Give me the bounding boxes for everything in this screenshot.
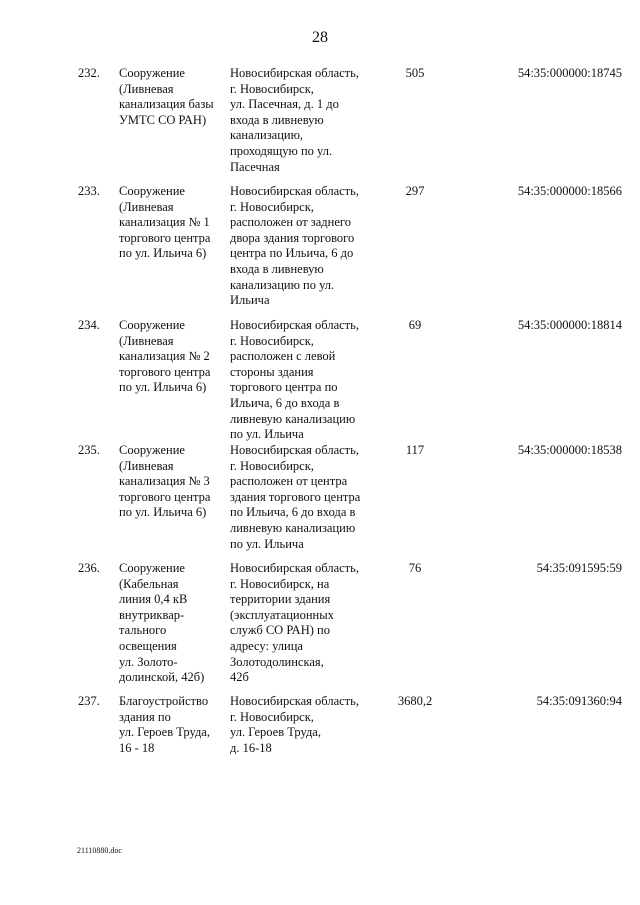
object-name: Сооружение (Кабельная линия 0,4 кВ внутриквар- тального освещения ул. Золото- долинской, 42б) — [119, 561, 205, 685]
object-area: 3680,2 — [397, 694, 433, 708]
object-address: Новосибирская область, г. Новосибирск, на территории здания (эксплуатационных служб СО РАН) по адресу: улица Золотодолинская, 42б — [230, 561, 359, 685]
row-number: 235. — [78, 443, 100, 457]
object-name: Благоустройство здания по ул. Героев Труда, 16 - 18 — [119, 694, 210, 755]
object-area: 76 — [408, 561, 422, 575]
object-name: Сооружение (Ливневая канализация № 3 торгового центра по ул. Ильича 6) — [119, 443, 211, 520]
row-number: 232. — [78, 66, 100, 80]
object-area: 297 — [405, 184, 425, 198]
object-address: Новосибирская область, г. Новосибирск, расположен с левой стороны здания торгового центра по Ильича, 6 до входа в ливневую канализацию по ул. Ильича — [230, 318, 359, 442]
object-name: Сооружение (Ливневая канализация базы УМТС СО РАН) — [119, 66, 214, 127]
cadastral-number: 54:35:000000:18745 — [517, 66, 622, 80]
object-address: Новосибирская область, г. Новосибирск, ул. Пасечная, д. 1 до входа в ливневую канализацию, проходящую по ул. Пасечная — [230, 66, 359, 174]
object-area: 69 — [408, 318, 422, 332]
object-name: Сооружение (Ливневая канализация № 2 торгового центра по ул. Ильича 6) — [119, 318, 211, 395]
cadastral-number: 54:35:000000:18566 — [517, 184, 622, 198]
footer-filename: 21110880.doc — [77, 846, 122, 855]
cadastral-number: 54:35:000000:18814 — [517, 318, 622, 332]
row-number: 236. — [78, 561, 100, 575]
cadastral-number: 54:35:000000:18538 — [517, 443, 622, 457]
object-area: 117 — [405, 443, 425, 457]
object-area: 505 — [405, 66, 425, 80]
row-number: 234. — [78, 318, 100, 332]
row-number: 233. — [78, 184, 100, 198]
object-address: Новосибирская область, г. Новосибирск, ул. Героев Труда, д. 16-18 — [230, 694, 359, 755]
object-address: Новосибирская область, г. Новосибирск, расположен от центра здания торгового центра по Ильича, 6 до входа в ливневую канализацию по ул. Ильича — [230, 443, 361, 551]
page-number: 28 — [312, 29, 328, 46]
object-name: Сооружение (Ливневая канализация № 1 торгового центра по ул. Ильича 6) — [119, 184, 211, 261]
cadastral-number: 54:35:091595:59 — [536, 561, 622, 575]
row-number: 237. — [78, 694, 100, 708]
cadastral-number: 54:35:091360:94 — [536, 694, 622, 708]
object-address: Новосибирская область, г. Новосибирск, расположен от заднего двора здания торгового центра по Ильича, 6 до входа в ливневую канализацию по ул. Ильича — [230, 184, 359, 308]
